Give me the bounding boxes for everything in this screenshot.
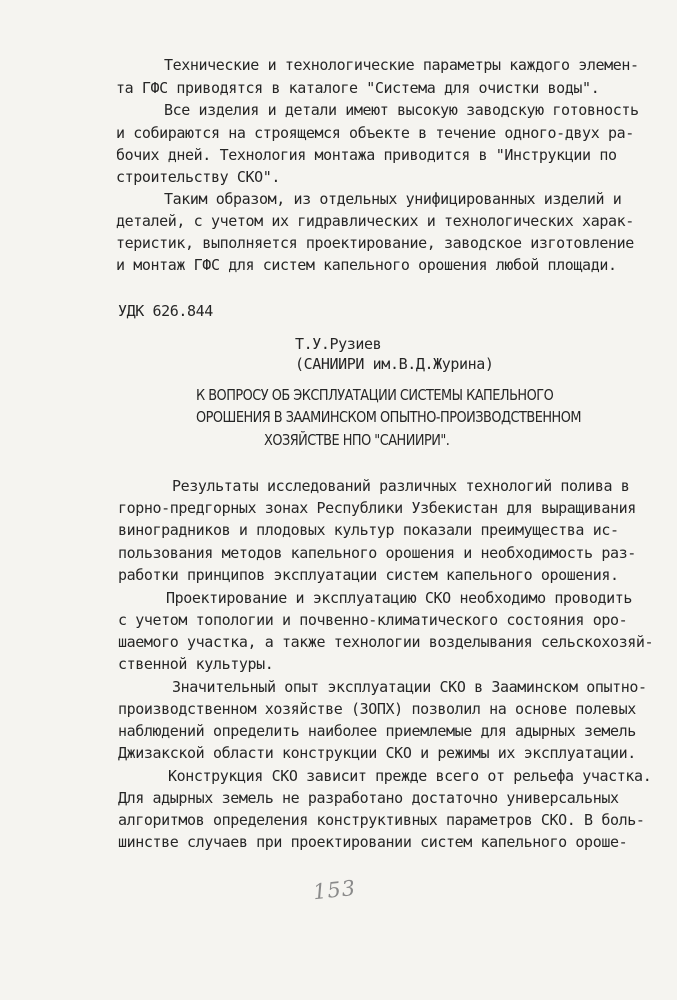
body-line-11: производственном хозяйстве (ЗОПХ) позволил на основе полевых [118,700,636,718]
intro-line-8: деталей, с учетом их гидравлических и технологических харак- [116,212,634,230]
body-line-17: шинстве случаев при проектировании систем капельного ороше- [118,833,628,851]
body-line-9: ственной культуры. [118,655,274,673]
body-line-16: алгоритмов определения конструктивных параметров СКО. В боль- [118,811,645,829]
author-name: Т.У.Рузиев [295,335,382,353]
udk-code: УДК 626.844 [118,302,213,320]
body-line-8: шаемого участка, а также технологии возделывания сельскохозяй- [118,633,654,651]
intro-line-7: Таким образом, из отдельных унифицированных изделий и [164,190,622,208]
intro-line-10: и монтаж ГФС для систем капельного орошения любой площади. [116,256,617,274]
body-line-2: горно-предгорных зонах Республики Узбекистан для выращивания [118,499,636,517]
author-affiliation: (САНИИРИ им.В.Д.Журина) [295,355,494,373]
article-title-line-2: ОРОШЕНИЯ В ЗААМИНСКОМ ОПЫТНО-ПРОИЗВОДСТВЕННОМ [196,408,581,426]
body-line-12: наблюдений определить наиболее приемлемые для адырных земель [118,722,636,740]
intro-line-4: и собираются на строящемся объекте в течение одного-двух ра- [116,124,634,142]
body-line-6: Проектирование и эксплуатацию СКО необходимо проводить [166,589,633,607]
body-line-10: Значительный опыт эксплуатации СКО в Зааминском опытно- [172,678,647,696]
intro-line-6: строительству СКО". [116,168,280,186]
body-line-1: Результаты исследований различных технологий полива в [172,477,630,495]
body-line-7: с учетом топологии и почвенно-климатического состояния оро- [118,611,628,629]
page-number: 153 [311,875,358,905]
intro-line-9: теристик, выполняется проектирование, заводское изготовление [116,234,634,252]
intro-line-5: бочих дней. Технология монтажа приводится в "Инструкции по [116,146,617,164]
intro-line-3: Все изделия и детали имеют высокую заводскую готовность [164,101,639,119]
intro-line-1: Технические и технологические параметры каждого элемен- [164,56,639,74]
body-line-3: виноградников и плодовых культур показали преимущества ис- [118,521,619,539]
body-line-13: Джизакской области конструкции СКО и режимы их эксплуатации. [118,744,636,762]
article-title-line-1: К ВОПРОСУ ОБ ЭКСПЛУАТАЦИИ СИСТЕМЫ КАПЕЛЬНОГО [196,386,554,404]
body-line-15: Для адырных земель не разработано достаточно универсальных [118,789,619,807]
article-title-line-3: ХОЗЯЙСТВЕ НПО "САНИИРИ". [264,431,450,449]
body-line-14: Конструкция СКО зависит прежде всего от рельефа участка. [168,767,652,785]
body-line-4: пользования методов капельного орошения и необходимость раз- [118,544,636,562]
intro-line-2: та ГФС приводятся в каталоге "Система для очистки воды". [116,79,600,97]
body-line-5: работки принципов эксплуатации систем капельного орошения. [118,566,619,584]
